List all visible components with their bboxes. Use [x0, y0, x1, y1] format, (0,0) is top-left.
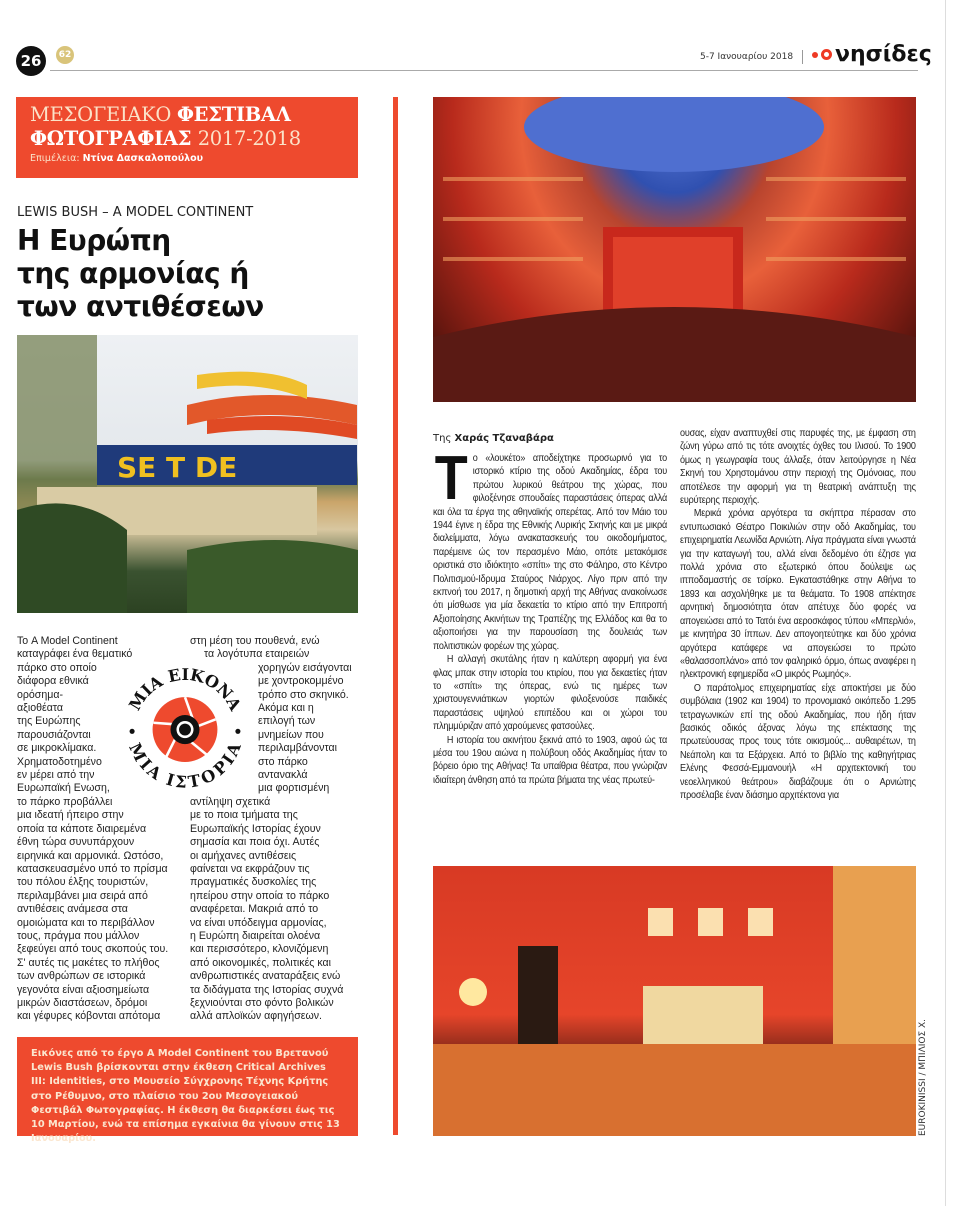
festival-title	[30, 103, 344, 151]
text-line: ομοιώματα και το περιβάλλον	[17, 916, 155, 929]
text-line: να είναι υπόδειγμα αρμονίας,	[190, 916, 327, 929]
model-park-photo	[17, 335, 358, 613]
text-line: πραγματικές δυσκολίες της	[190, 876, 317, 889]
text-line: Το A Model Continent	[17, 635, 118, 647]
text-line: οποία τα κάποτε διαιρεμένα	[17, 822, 147, 835]
title-line: Η Ευρώπη	[17, 224, 171, 257]
article-title	[17, 224, 264, 323]
right-text-column-2	[680, 427, 916, 802]
model-park-illustration	[17, 335, 358, 613]
text-line: ηπείρου στην οποία το πάρκο	[190, 889, 330, 902]
text-line: ξεφεύγει από τους σκοπούς του.	[17, 943, 169, 956]
left-text-column-1	[17, 635, 189, 1024]
brand-name: νησίδες	[835, 42, 932, 67]
article-kicker: LEWIS BUSH – A MODEL CONTINENT	[17, 205, 254, 220]
byline	[433, 433, 554, 444]
text-line: διάφορα εθνικά	[17, 675, 89, 688]
text-line: του πόλου έλξης τουριστών,	[17, 876, 149, 889]
brand-logo	[812, 42, 932, 67]
text-line: Χρηματοδοτημένο	[17, 755, 102, 768]
festival-banner	[16, 97, 358, 178]
emblem-text-top: ΜΙΑ ΕΙΚΟΝΑ	[125, 665, 245, 714]
text-line: ορόσημα-	[17, 688, 63, 701]
text-line: έθνη τώρα συνυπάρχουν	[17, 836, 135, 849]
author-name: Χαράς Τζαναβάρα	[454, 433, 554, 444]
page-edge	[945, 0, 946, 1206]
text-line: στο πάρκο	[258, 755, 308, 768]
text-line: παρουσιάζονται	[17, 728, 91, 741]
text-line: σημασία και ποια όχι. Αυτές	[190, 836, 320, 849]
text-line: ξεχνιούνται στο φόντο βολικών	[190, 996, 334, 1009]
right-text-column-1	[433, 444, 668, 787]
text-line: αντιθέσεις ανάμεσα στα	[17, 903, 128, 916]
festival-title-part: ΦΩΤΟΓΡΑΦΙΑΣ	[30, 127, 198, 150]
paragraph	[433, 444, 668, 653]
column-rule	[393, 97, 398, 1135]
section-badge: 62	[56, 46, 74, 64]
text-line: ανθρωπιστικές αναταράξεις ενώ	[190, 970, 341, 983]
curator-label: Επιμέλεια:	[30, 153, 83, 164]
text-line: Ευρωπαϊκή Ενωση,	[17, 782, 110, 795]
photo-credit: EUROKINISSI / ΜΠΙΛΙΟΣ Χ.	[918, 1018, 928, 1136]
text-line: Ευρωπαϊκής Ιστορίας έχουν	[190, 822, 321, 835]
text-line: επιλογή των	[258, 715, 316, 728]
drop-cap: Τ	[434, 444, 468, 513]
text-line: αντανακλά	[258, 769, 308, 782]
text-line: η Ευρώπη διαιρείται ολοένα	[190, 929, 321, 942]
text-line: το πάρκο προβάλλει	[17, 795, 113, 808]
text-line: γεγονότα είναι αξιοσημείωτα	[17, 983, 150, 996]
text-line: περιλαμβάνει μια σειρά από	[17, 889, 148, 902]
text-line: τους, πράγμα που μάλλον	[17, 929, 140, 942]
text-line: φαίνεται να εκφράζουν τις	[190, 862, 310, 875]
text-line: σε μικροκλίμακα.	[17, 742, 97, 755]
text-line: τα λογότυπα εταιρειών	[204, 648, 310, 661]
festival-title-part: ΦΕΣΤΙΒΑΛ	[176, 103, 291, 126]
title-line: της αρμονίας ή	[17, 257, 249, 290]
text-line: τα διδάγματα της Ιστορίας συχνά	[190, 983, 344, 996]
paragraph: ουσας, είχαν αναπτυχθεί στις παρυφές της, με έμφαση στη ζώνη γύρω από τις τότε ανοιχτές όχθες του Ιλισού. Το 1900 όμως η γεωγραφία τους άλλαξε, όταν λειτούργησε η Νέα Σκηνή του Χρηστομάνου στην περιοχή της Ομόνοιας, που αποτέλεσε την αφορμή για τη θεατρική ανάπτυξη της ευρύτερης περιοχής.	[680, 428, 916, 507]
curator-name: Ντίνα Δασκαλοπούλου	[82, 153, 204, 164]
text-line: μια φορτισμένη	[258, 782, 330, 795]
text-line: με το ποια τμήματα της	[190, 809, 298, 822]
text-line: αλλά απλοϊκών αφηγήσεων.	[190, 1010, 322, 1023]
header-separator	[802, 50, 803, 64]
paragraph: Η αλλαγή σκυτάλης ήταν η καλύτερη αφορμή για ένα φλας μπακ στην ιστορία του κτιρίου, που για δεκαετίες ήταν το «σπίτι» της όπερας, ενώ τις ημέρες των χριστουγεννιάτικων γιορτών φιλοξενούσε παιδικές παραστάσεις υψηλού επιπέδου και οι χώροι του πλημμύριζαν από χαρούμενες φατσούλες.	[433, 654, 668, 733]
page-number: 26	[16, 46, 46, 76]
paragraph-text: ο «λουκέτο» αποδείχτηκε προσωρινό για το ιστορικό κτίριο της οδού Ακαδημίας, έδρα του πρώτου λυρικού θεάτρου της χώρας, που φιλοξένησε σπουδαίες παραστάσεις όπερας αλλά και όλα τα έργα της αθηναϊκής οπερέτας. Από τον Μάιο του 1944 έγινε η έδρα της Εθνικής Λυρικής Σκηνής και με μικρά διαλείμματα, λόγω ανακατασκευής του οικοδομήματος, παρέμεινε ώς τον περασμένο Μάιο, οπότε μετακόμισε οριστικά στο ιδιόκτητο «σπίτι» της στο Φάληρο, στο Κέντρο Πολιτισμού-Ιδρυμα Σταύρος Νιάρχος. Λίγο πριν από την εκπνοή του 2017, η δημοτική αρχή της Αθήνας ανακοίνωσε ότι μίσθωσε για μία δεκαετία το κτίριο από την Επιτροπή Αξιοποίησης Ακινήτων της Τραπέζης της Ελλάδος και θα το αξιοποιήσει για την παρουσίαση της δουλειάς των πολιτιστικών φορέων της χώρας.	[433, 453, 668, 652]
text-line: των ανθρώπων σε ιστορικά	[17, 970, 146, 983]
text-line: οι αμήχανες αντιθέσεις	[190, 849, 297, 862]
text-line: ειρηνικά και αρμονικά. Ωστόσο,	[17, 849, 164, 862]
theater-foyer-photo	[433, 866, 916, 1136]
text-line: τρόπο στο σκηνικό.	[258, 688, 349, 701]
text-line: εν μέρει από την	[17, 769, 95, 782]
text-line: μια ιδεατή ήπειρο στην	[17, 809, 124, 822]
byline-prefix: Της	[433, 433, 455, 444]
text-line: και περισσότερο, κλονιζόμενη	[190, 943, 329, 956]
curator	[30, 153, 344, 164]
text-line: περιλαμβάνονται	[258, 742, 337, 755]
text-line: κατασκευασμένο υπό το πρίσμα	[17, 862, 168, 875]
foyer-illustration	[433, 866, 916, 1136]
logo-ring-icon	[821, 49, 832, 60]
header-divider	[50, 70, 918, 71]
text-line: Σ' αυτές τις μακέτες το πλήθος	[17, 956, 160, 969]
issue-date: 5-7 Ιανουαρίου 2018	[700, 52, 794, 62]
text-line: με χοντροκομμένο	[258, 675, 344, 688]
text-line: μικρών διαστάσεων, δρόμοι	[17, 996, 148, 1009]
paragraph: Η ιστορία του ακινήτου ξεκινά από το 1903, αφού ώς τα μέσα του 19ου αιώνα η πολύβουη οδός Ακαδημίας ήταν το βόρειο όριο της Αθήνας! Τα υπαίθρια θέατρα, που γνώριζαν ιδιαίτερη άνθηση από τα πρώτα βήματα της νέας πρωτεύ-	[433, 734, 668, 786]
text-line: αναφέρεται. Μακριά από το	[190, 903, 319, 916]
left-text-column-2	[190, 635, 358, 1024]
text-line: πάρκο στο οποίο	[17, 661, 97, 674]
text-line: στη μέση του πουθενά, ενώ	[190, 635, 320, 647]
text-line: Ακόμα και η	[258, 702, 314, 715]
svg-text:SE T DE: SE T DE	[117, 451, 238, 484]
text-line: από οικονομικές, πολιτικές και	[190, 956, 331, 969]
title-line: των αντιθέσεων	[17, 290, 264, 323]
emblem-text-bottom: ΜΙΑ ΙΣΤΟΡΙΑ	[125, 740, 245, 791]
opera-auditorium-photo	[433, 97, 916, 402]
festival-title-part: 2017-2018	[197, 127, 301, 150]
text-line: αξιοθέατα	[17, 702, 64, 715]
text-line: και γέφυρες κόβονται απότομα	[17, 1010, 161, 1023]
paragraph: Ο παράτολμος επιχειρηματίας είχε αποκτήσει με δύο συμβόλαια (1902 και 1904) το προνομιακό οικόπεδο 1.295 τετραγωνικών επί της οδού Ακαδημίας, που ήδη ήταν βασικός οδικός άξονας λόγω της επέκτασης της πρωτεύουσας προς τους τότε οικισμούς... αυθαιρέτων, τη Νεάπολη και τα Εξάρχεια. Από το βιβλίο της καθηγήτριας Ελένης Φεσσά-Εμμανουήλ «Η αρχιτεκτονική του νεοελληνικού θεάτρου» διαβάζουμε ότι ο Αρνιώτης προσέλαβε έναν διάσημο αρχιτέκτονα για	[680, 682, 916, 801]
text-line: της Ευρώπης	[17, 715, 81, 728]
logo-dot-icon	[812, 52, 818, 58]
paragraph: Μερικά χρόνια αργότερα τα σκήπτρα πέρασαν στο εντυπωσιακό Θέατρο Ποικιλιών στην οδό Ακαδημίας, του επιχειρηματία Λεωνίδα Αρνιώτη. Λίγα πράγματα είναι γνωστά για την καταγωγή του, αλλά είναι δεδομένο ότι έζησε για πολλά χρόνια στο εξωτερικό όπου δούλεψε ως ιπποδαμαστής σε τσίρκο. Εγκαταστάθηκε στην Αθήνα το 1893 και ασχολήθηκε με τα θεάματα. Το 1908 απέκτησε αρνητική δημοσιότητα όταν απέτυχε δύο φορές να απογειώσει από το Τατόι ένα αεροσκάφος τύπου «Μπερλιό», με κινητήρα 30 ίππων. Δεν απογοητεύτηκε και δύο χρόνια αργότερα κατάφερε να απογειώσει το πρώτο «θαλασσοπλάνο» από τον φαληρικό όρμο, όπως αναφέρει η ηλεκτρονική εφημερίδα «Ο μικρός Ρωμηός».	[680, 508, 916, 681]
text-line: αντίληψη σχετικά	[190, 795, 271, 808]
text-line: μνημείων που	[258, 728, 324, 741]
festival-title-part: ΜΕΣΟΓΕΙΑΚΟ	[30, 103, 177, 126]
exhibition-caption-box: Εικόνες από το έργο A Model Continent του Βρετανού Lewis Bush βρίσκονται στην έκθεση Critical Archives III: Identities, στο Μουσείο Σύγχρονης Τέχνης Κρήτης στο Ρέθυμνο, στο πλαίσιο του 2ου Μεσογειακού Φεστιβάλ Φωτογραφίας. Η έκθεση θα διαρκέσει έως τις 10 Μαρτίου, ενώ τα επίσημα εγκαίνια θα γίνουν στις 13 Ιανουαρίου.	[17, 1037, 358, 1136]
text-line: καταγράφει ένα θεματικό	[17, 648, 133, 661]
auditorium-illustration	[433, 97, 916, 402]
text-line: χορηγών εισάγονται	[258, 661, 352, 674]
